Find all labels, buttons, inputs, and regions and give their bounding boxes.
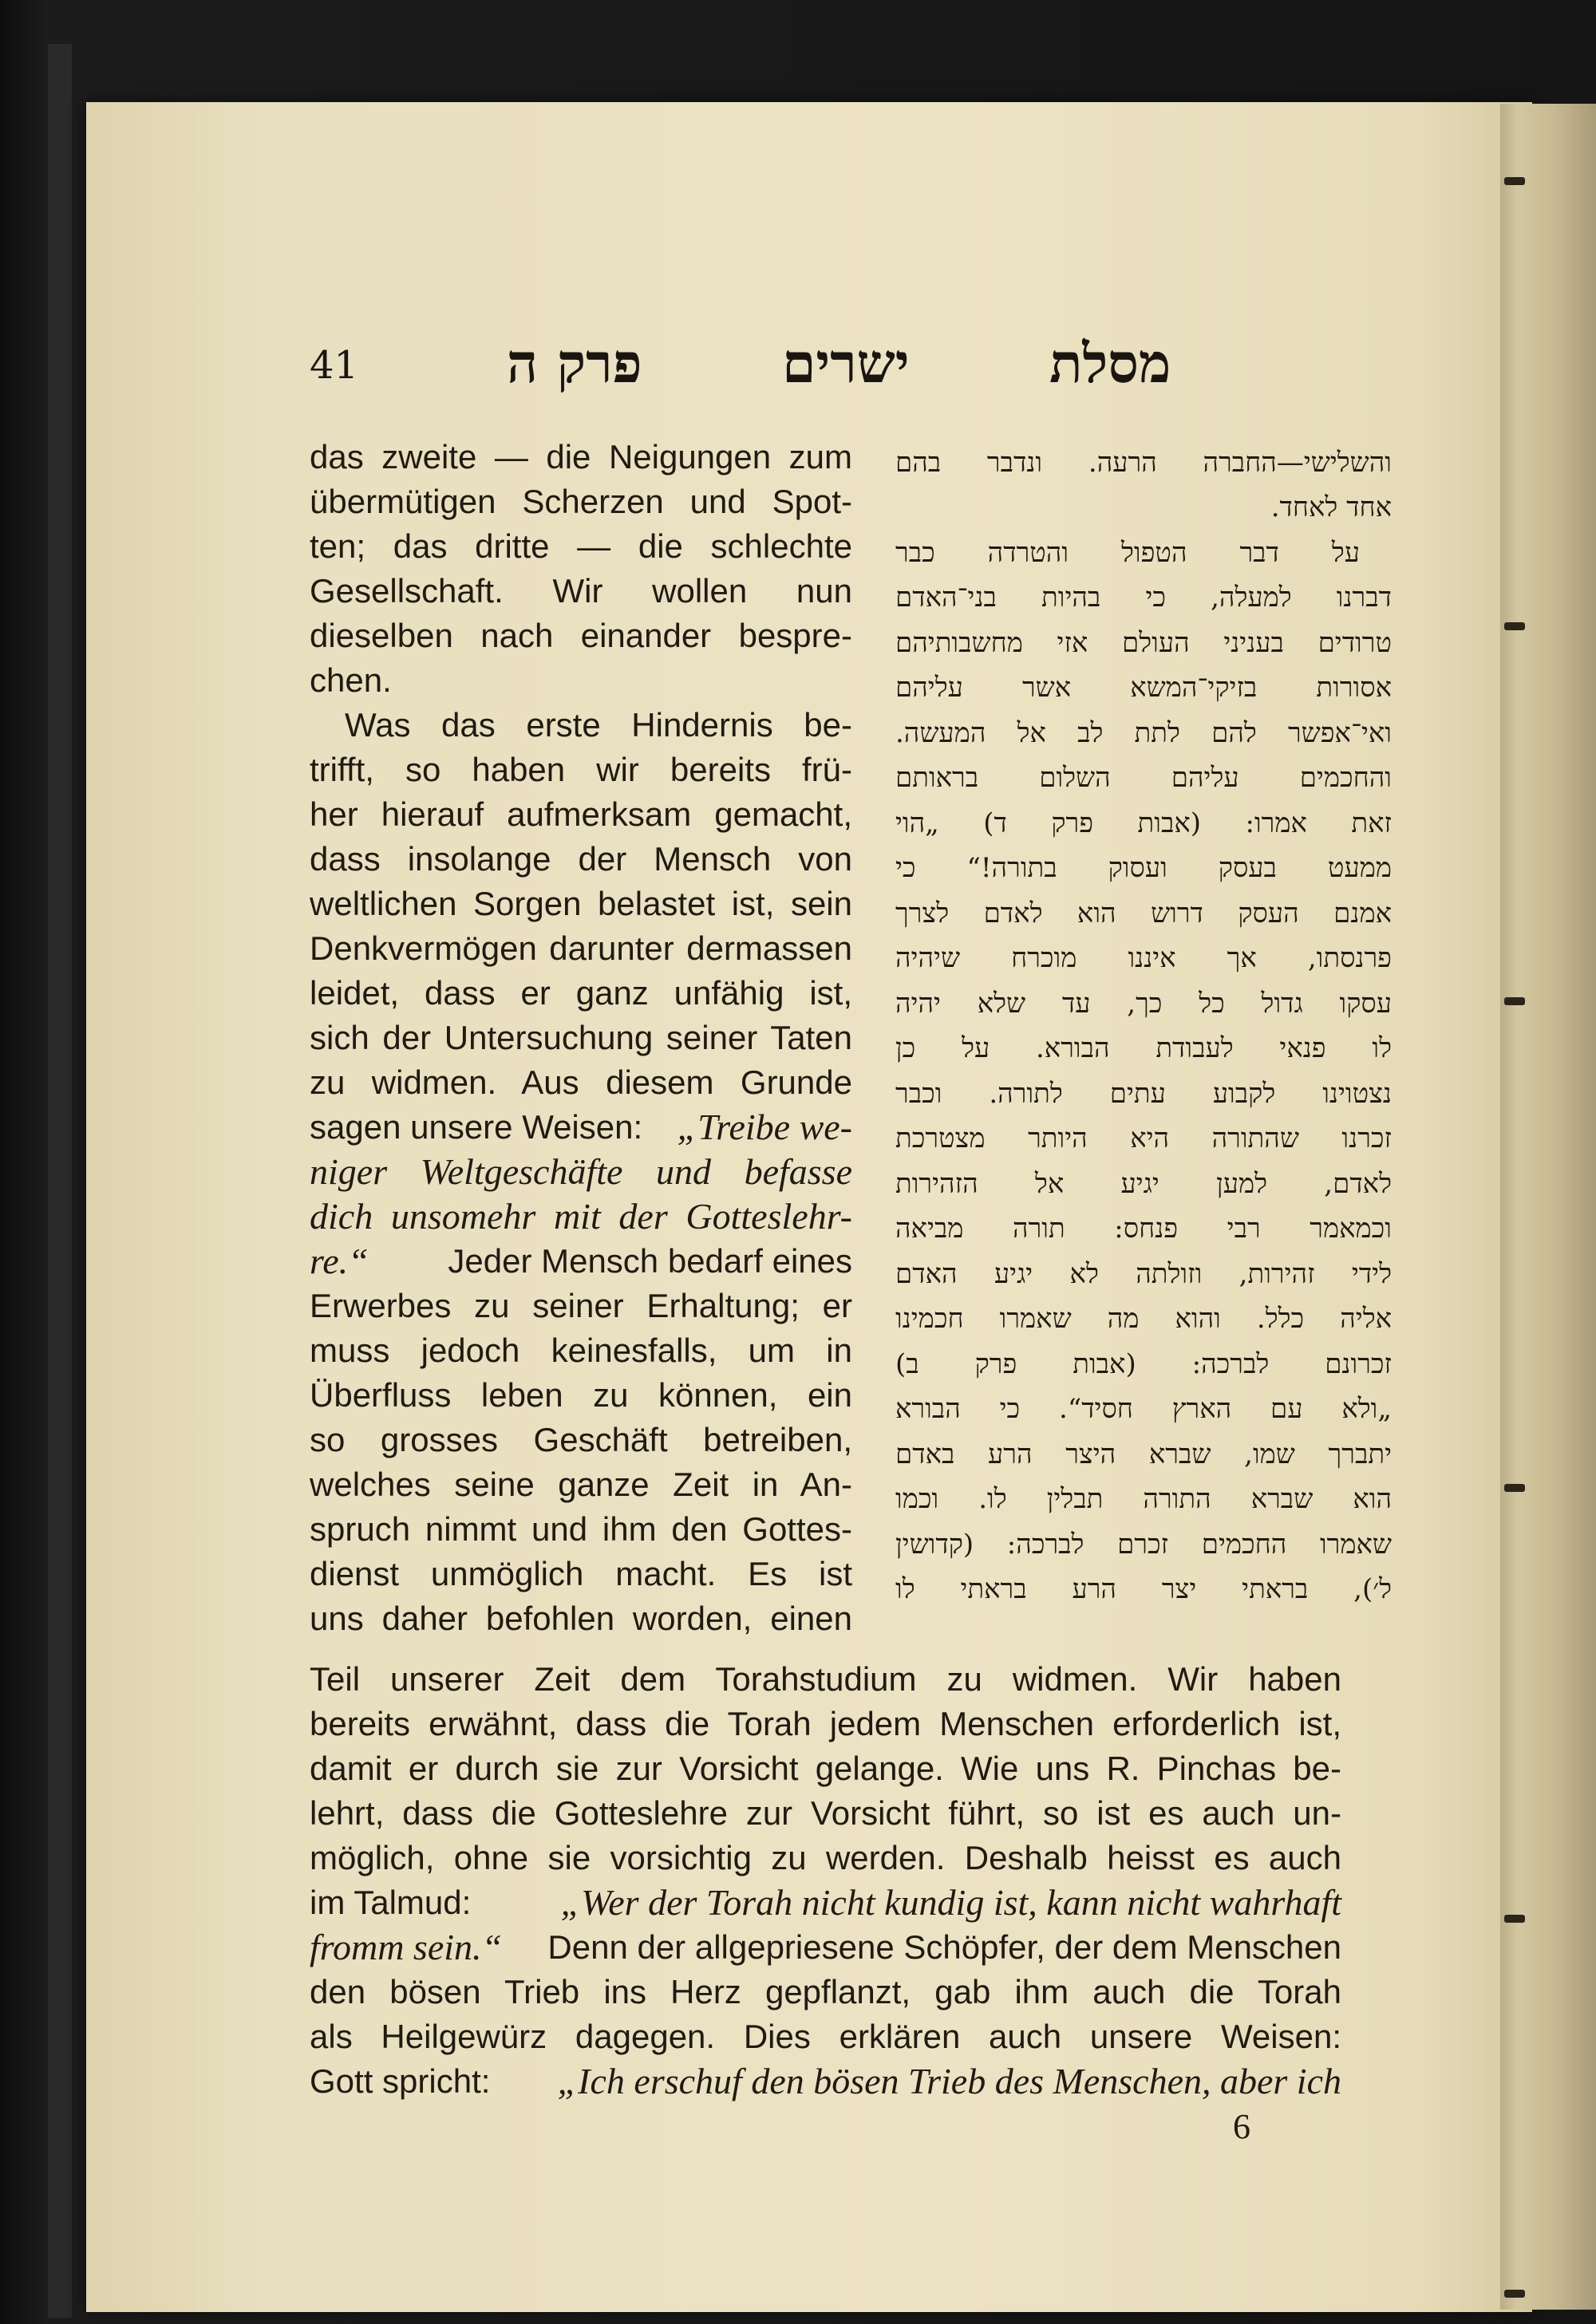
german-full-line: als Heilgewürz dagegen. Dies erklären auch unsere Weisen: [310, 2018, 1341, 2055]
german-full-line: bereits erwähnt, dass die Torah jedem Menschen erforderlich ist, [310, 1705, 1341, 1742]
german-line: dienst unmöglich macht. Es ist [310, 1555, 852, 1592]
german-line: zu widmen. Aus diesem Grunde [310, 1063, 852, 1101]
german-line: her hierauf aufmerksam gemacht, [310, 795, 852, 833]
german-text: sagen unsere Weisen: [310, 1108, 643, 1146]
hebrew-line: ואי־אפשר להם לתת לב אל המעשה. [895, 717, 1392, 749]
hebrew-line: אליה כלל. והוא מה שאמרו חכמינו [895, 1303, 1392, 1335]
german-text: Denn der allgepriesene Schöpfer, der dem Menschen [547, 1928, 1341, 1966]
hebrew-line: פרנסתו, אך איננו מוכרח שיהיה [895, 942, 1392, 974]
german-line: spruch nimmt und ihm den Gottes- [310, 1510, 852, 1548]
german-italic-quote: „Ich erschuf den bösen Trieb des Menschen, aber ich [557, 2061, 1341, 2101]
german-italic-quote: „Treibe we- [677, 1107, 852, 1147]
german-line: Denkvermögen darunter dermassen [310, 929, 852, 967]
german-line: sich der Untersuchung seiner Taten [310, 1019, 852, 1056]
german-line: welches seine ganze Zeit in An- [310, 1466, 852, 1503]
header-title-word-1: מסלת [1049, 332, 1171, 396]
hebrew-line: והשלישי—החברה הרעה. ונדבר בהם [895, 447, 1392, 479]
hebrew-line: דברנו למעלה, כי בהיות בני־האדם [895, 582, 1392, 614]
hebrew-line: לאדם, למען יגיע אל הזהירות [895, 1168, 1392, 1200]
spine-stitch-mark [1504, 1915, 1525, 1923]
spine-stitch-mark [1504, 2290, 1525, 2298]
spine-stitch-mark [1504, 622, 1525, 630]
german-line: übermütigen Scherzen und Spot- [310, 483, 852, 520]
german-full-line: den bösen Trieb ins Herz gepflanzt, gab ihm auch die Torah [310, 1973, 1341, 2010]
hebrew-line: עסקו גדול כל כך, עד שלא יהיה [895, 988, 1392, 1020]
german-line [310, 1239, 852, 1284]
hebrew-line: זאת אמרו: (אבות פרק ד) „הוי [895, 807, 1392, 839]
hebrew-line: זכרונם לברכה: (אבות פרק ב) [895, 1348, 1392, 1380]
german-line: leidet, dass er ganz unfähig ist, [310, 974, 852, 1012]
german-italic-quote: „Wer der Torah nicht kundig ist, kann nicht wahrhaft [560, 1882, 1341, 1923]
hebrew-line: זכרנו שהתורה היא היותר מצטרכת [895, 1123, 1392, 1154]
german-text: Jeder Mensch bedarf eines [448, 1242, 852, 1280]
german-italic-quote-end: re.“ [310, 1241, 369, 1281]
german-line: trifft, so haben wir bereits frü- [310, 751, 852, 788]
hebrew-line: שאמרו החכמים זכרם לברכה: (קדושין [895, 1529, 1392, 1561]
hebrew-line: טרודים בעניני העולם אזי מחשבותיהם [895, 627, 1392, 659]
german-full-line [310, 2059, 1341, 2104]
german-full-line: Teil unserer Zeit dem Torahstudium zu widmen. Wir haben [310, 1660, 1341, 1698]
page-number: 41 [310, 343, 359, 388]
hebrew-line: אסורות בזיקי־המשא אשר עליהם [895, 672, 1392, 704]
hebrew-line: והחכמים עליהם השלום בראותם [895, 762, 1392, 794]
german-line: ten; das dritte — die schlechte [310, 527, 852, 565]
german-italic-line: niger Weltgeschäfte und befasse [310, 1151, 852, 1192]
hebrew-line: יתברך שמו, שברא היצר הרע באדם [895, 1438, 1392, 1470]
german-line: Überfluss leben zu können, ein [310, 1376, 852, 1414]
german-line: das zweite — die Neigungen zum [310, 438, 852, 475]
german-line: muss jedoch keinesfalls, um in [310, 1332, 852, 1369]
german-line: weltlichen Sorgen belastet ist, sein [310, 885, 852, 922]
german-italic-quote-end: fromm sein.“ [310, 1927, 503, 1967]
german-italic-line: dich unsomehr mit der Gotteslehr- [310, 1196, 852, 1237]
german-line: Erwerbes zu seiner Erhaltung; er [310, 1287, 852, 1324]
hebrew-line: אחד לאחד. [1270, 491, 1392, 523]
german-full-line [310, 1925, 1341, 1970]
german-line: chen. [310, 661, 392, 699]
header-chapter: פרק ה [507, 332, 642, 396]
german-text: Gott spricht: [310, 2062, 491, 2100]
hebrew-line: וכמאמר רבי פנחס: תורה מביאה [895, 1213, 1392, 1245]
page-spine [1500, 104, 1596, 2310]
german-full-line: möglich, ohne sie vorsichtig zu werden. Deshalb heisst es auch [310, 1839, 1341, 1876]
german-full-line: lehrt, dass die Gotteslehre zur Vorsicht führt, so ist es auch un- [310, 1794, 1341, 1832]
german-line: dass insolange der Mensch von [310, 840, 852, 878]
spine-stitch-mark [1504, 997, 1525, 1005]
hebrew-line: הוא שברא התורה תבלין לו. וכמו [895, 1483, 1392, 1515]
german-line: Gesellschaft. Wir wollen nun [310, 572, 852, 610]
hebrew-line: אמנם העסק דרוש הוא לאדם לצרך [895, 898, 1392, 929]
hebrew-line: ל׳), בראתי יצר הרע בראתי לו [895, 1573, 1392, 1605]
german-full-line [310, 1880, 1341, 1925]
hebrew-line: ממעט בעסק ועסוק בתורה!“ כי [895, 852, 1392, 884]
german-line: dieselben nach einander bespre- [310, 617, 852, 654]
german-line: uns daher befohlen worden, einen [310, 1600, 852, 1637]
hebrew-line: „ולא עם הארץ חסיד“. כי הבורא [895, 1393, 1392, 1425]
hebrew-line: נצטוינו לקבוע עתים לתורה. וכבר [895, 1078, 1392, 1110]
spine-stitch-mark [1504, 177, 1525, 185]
spine-stitch-mark [1504, 1484, 1525, 1492]
hebrew-line: לו פנאי לעבודת הבורא. על כן [895, 1032, 1392, 1064]
hebrew-line: על דבר הטפול והטרדה כבר [895, 537, 1360, 569]
german-line: so grosses Geschäft betreiben, [310, 1421, 852, 1458]
signature-mark: 6 [1233, 2107, 1250, 2146]
hebrew-line: לידי זהירות, וזולתה לא יגיע האדם [895, 1258, 1392, 1290]
german-line: Was das erste Hindernis be- [345, 706, 852, 744]
header-title-word-2: ישרים [782, 332, 910, 396]
book-cover-edge [48, 44, 72, 2318]
german-text: im Talmud: [310, 1884, 472, 1921]
german-full-line: damit er durch sie zur Vorsicht gelange. Wie uns R. Pinchas be- [310, 1750, 1341, 1787]
german-line [310, 1105, 852, 1150]
